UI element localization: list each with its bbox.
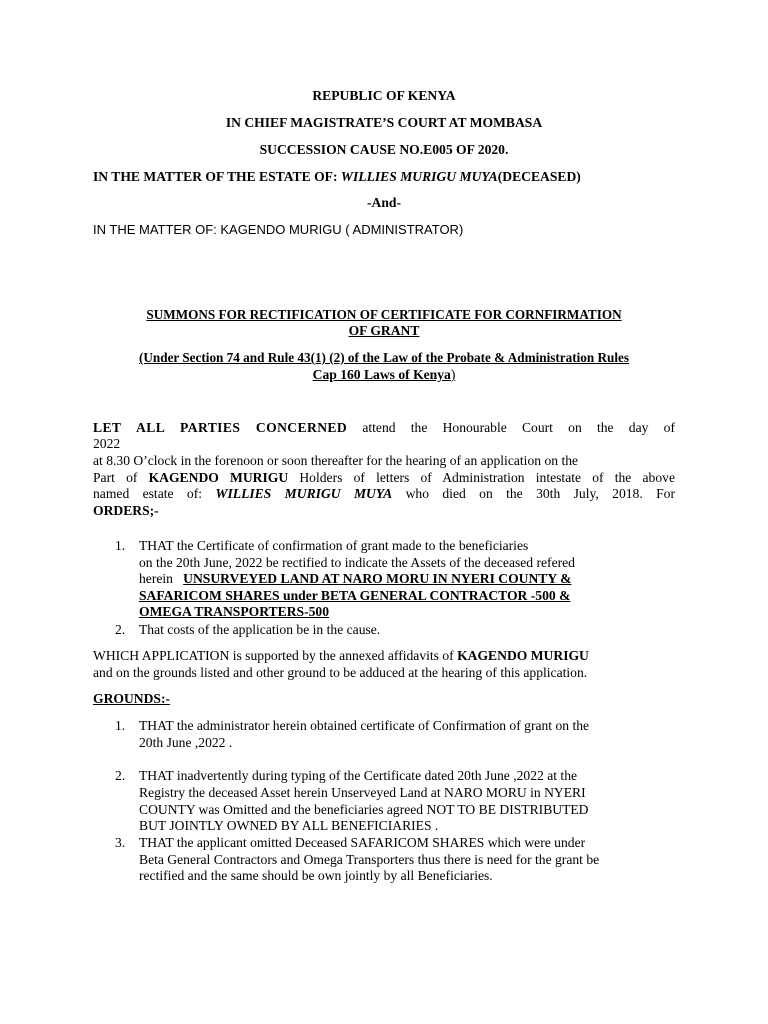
day-of-text: day of: [628, 420, 675, 435]
order-1-herein: herein: [139, 571, 173, 586]
holders-text: Holders of letters of Administration intestate of the above: [299, 470, 675, 485]
paragraph-1-line-1: [93, 420, 675, 436]
ground-2-line-4: BUT JOINTLY OWNED BY ALL BENEFICIARIES .: [139, 818, 439, 833]
estate-name: WILLIES MURIGU MUYA: [340, 169, 498, 184]
which-application-line-2: and on the grounds listed and other ground to be adduced at the hearing of this application.: [93, 665, 588, 680]
ground-2-number: 2.: [115, 768, 126, 783]
ground-1-line-1: THAT the administrator herein obtained certificate of Confirmation of grant on the: [139, 718, 590, 733]
ground-3-line-2: Beta General Contractors and Omega Transporters thus there is need for the grant be: [139, 852, 600, 867]
ground-1-line-2: 20th June ,2022 .: [139, 735, 233, 750]
summons-title-1: SUMMONS FOR RECTIFICATION OF CERTIFICATE FOR CORNFIRMATION: [146, 307, 622, 322]
which-application-line-1: [93, 648, 589, 664]
order-2-number: 2.: [115, 622, 126, 637]
ground-1-number: 1.: [115, 718, 126, 733]
estate-suffix: (DECEASED): [497, 169, 581, 184]
paragraph-1-line-3: at 8.30 O’clock in the forenoon or soon thereafter for the hearing of an application on the: [93, 453, 579, 468]
order-1-asset-land: UNSURVEYED LAND AT NARO MORU IN NYERI COUNTY &: [183, 571, 572, 586]
order-1-line-5: OMEGA TRANSPORTERS-500: [139, 604, 329, 619]
ground-2-line-3: COUNTY was Omitted and the beneficiaries agreed NOT TO BE DISTRIBUTED: [139, 802, 589, 817]
willies-name: WILLIES MURIGU MUYA: [215, 486, 393, 501]
heading-court: IN CHIEF MAGISTRATE’S COURT AT MOMBASA: [225, 115, 543, 130]
paragraph-1-line-5: [93, 486, 675, 502]
which-application-text: WHICH APPLICATION is supported by the annexed affidavits of: [93, 648, 458, 663]
heading-cause: SUCCESSION CAUSE NO.E005 OF 2020.: [259, 142, 509, 157]
grounds-title: GROUNDS:-: [93, 691, 171, 706]
administrator-line: IN THE MATTER OF: KAGENDO MURIGU ( ADMINISTRATOR): [93, 222, 464, 237]
attend-court-text: attend the Honourable Court on the: [362, 420, 614, 435]
order-1-line-1: THAT the Certificate of confirmation of grant made to the beneficiaries: [139, 538, 529, 553]
ground-3-line-3: rectified and the same should be own jointly by all Beneficiaries.: [139, 868, 493, 883]
summons-subtitle-2: Cap 160 Laws of Kenya): [312, 367, 456, 382]
order-1-line-4: SAFARICOM SHARES under BETA GENERAL CONTRACTOR -500 &: [139, 588, 571, 603]
estate-line: [93, 169, 581, 185]
order-2-line-1: That costs of the application be in the cause.: [139, 622, 381, 637]
parties-concerned: LET ALL PARTIES CONCERNED: [93, 420, 348, 435]
order-1-number: 1.: [115, 538, 126, 553]
kagendo-name: KAGENDO MURIGU: [148, 470, 289, 485]
ground-2-line-1: THAT inadvertently during typing of the Certificate dated 20th June ,2022 at the: [139, 768, 578, 783]
heading-republic: REPUBLIC OF KENYA: [312, 88, 456, 103]
summons-title-2: OF GRANT: [348, 323, 420, 338]
paragraph-1-line-4: [93, 470, 675, 486]
which-application-kagendo: KAGENDO MURIGU: [457, 648, 589, 663]
and-separator: -And-: [367, 195, 401, 210]
ground-3-number: 3.: [115, 835, 126, 850]
order-1-line-3: [139, 571, 571, 587]
part-of-text: Part of: [93, 470, 138, 485]
ground-2-line-2: Registry the deceased Asset herein Unserveyed Land at NARO MORU in NYERI: [139, 785, 586, 800]
summons-subtitle-1: (Under Section 74 and Rule 43(1) (2) of the Law of the Probate & Administration Rules: [139, 350, 629, 365]
order-1-line-2: on the 20th June, 2022 be rectified to indicate the Assets of the deceased refered: [139, 555, 575, 570]
estate-prefix: IN THE MATTER OF THE ESTATE OF:: [93, 169, 341, 184]
orders-label: ORDERS;-: [93, 503, 159, 518]
named-estate-text: named estate of:: [93, 486, 203, 501]
ground-3-line-1: THAT the applicant omitted Deceased SAFARICOM SHARES which were under: [139, 835, 586, 850]
died-text: who died on the 30th July, 2018. For: [405, 486, 676, 501]
summons-subtitle-2-text: Cap 160 Laws of Kenya: [312, 367, 451, 382]
paragraph-1-year: 2022: [93, 436, 121, 451]
